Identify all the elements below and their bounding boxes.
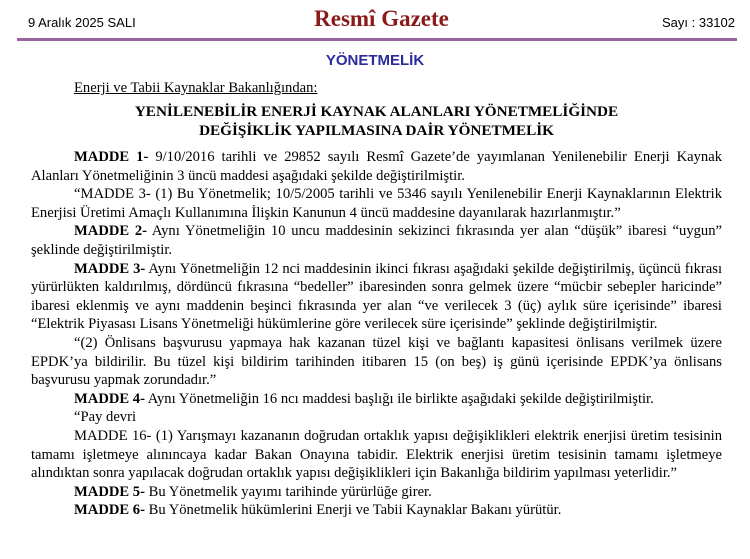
paragraph-madde-4-lead: MADDE 4- bbox=[74, 390, 145, 407]
ministry-line-text: Enerji ve Tabii Kaynaklar Bakanlığından: bbox=[74, 80, 318, 96]
document-title bbox=[31, 102, 722, 140]
paragraph-pay-devri-text: “Pay devri bbox=[74, 409, 137, 426]
paragraph-quoted-fikra-2-text: “(2) Önlisans başvurusu yapmaya hak kazanan tüzel kişi ve bağlantı kapasitesi önlisans verilmek üzere EPDK’ya bildirilir. Bu tüzel kişi bildirim tarihinden itibaren 15 (on beş) iş günü içerisinde EPDK’ya önlisans başvurusu yapmak zorundadır.” bbox=[31, 334, 722, 389]
issue-number: Sayı : 33102 bbox=[662, 15, 735, 30]
ministry-line bbox=[31, 79, 722, 98]
paragraph-pay-devri bbox=[31, 408, 722, 427]
paragraph-madde-2-text: Aynı Yönetmeliğin 10 uncu maddesinin sekizinci fıkrasında yer alan “düşük” ibaresi “uygun” şeklinde değiştirilmiştir. bbox=[31, 223, 722, 258]
paragraph-madde-1-text: 9/10/2016 tarihli ve 29852 sayılı Resmî Gazete’de yayımlanan Yenilenebilir Enerji Kaynak Alanları Yönetmeliğinin 3 üncü maddesi aşağıdaki şekilde değiştirilmiştir. bbox=[31, 149, 722, 184]
paragraph-madde-6-text: Bu Yönetmelik hükümlerini Enerji ve Tabii Kaynaklar Bakanı yürütür. bbox=[144, 502, 562, 519]
document-body bbox=[31, 79, 722, 520]
paragraph-madde-4 bbox=[31, 390, 722, 409]
paragraph-madde-3 bbox=[31, 260, 722, 334]
paragraph-madde-5-lead: MADDE 5- bbox=[74, 483, 145, 500]
paragraph-list bbox=[31, 148, 722, 520]
document-title-line2: DEĞİŞİKLİK YAPILMASINA DAİR YÖNETMELİK bbox=[199, 122, 554, 139]
paragraph-madde-2-lead: MADDE 2- bbox=[74, 223, 148, 240]
paragraph-madde-5-text: Bu Yönetmelik yayımı tarihinde yürürlüğe girer. bbox=[144, 483, 432, 500]
paragraph-quoted-madde-3-text: “MADDE 3- (1) Bu Yönetmelik; 10/5/2005 tarihli ve 5346 sayılı Yenilenebilir Enerji Kaynaklarının Elektrik Enerjisi Üretimi Amaçlı Kullanımına İlişkin Kanunun 4 üncü maddesine dayanılarak hazırlanmıştır.” bbox=[31, 186, 722, 221]
paragraph-madde-2 bbox=[31, 222, 722, 259]
paragraph-madde-5 bbox=[31, 483, 722, 502]
paragraph-madde-1-lead: MADDE 1- bbox=[74, 149, 149, 165]
paragraph-madde-16-text: MADDE 16- (1) Yarışmayı kazananın doğrudan ortaklık yapısı değişiklikleri elektrik enerjisi üretim tesisinin tamamı işletmeye alınıncaya kadar Bakan Onayına tabidir. Elektrik enerjisi üretim tesisinin tamamı işletmeye alındıktan sonra yapılacak doğrudan ortaklık yapısı değişiklikleri için Bakanlığa bildirim yapılması yeterlidir.” bbox=[31, 427, 722, 482]
header-divider bbox=[17, 38, 737, 41]
paragraph-madde-16 bbox=[31, 427, 722, 483]
paragraph-quoted-madde-3 bbox=[31, 185, 722, 222]
paragraph-madde-4-text: Aynı Yönetmeliğin 16 ncı maddesi başlığı ile birlikte aşağıdaki şekilde değiştirilmiştir. bbox=[144, 390, 654, 407]
paragraph-madde-3-text: Aynı Yönetmeliğin 12 nci maddesinin ikinci fıkrası aşağıdaki şekilde değiştirilmiş, üçüncü fıkrası yürürlükten kaldırılmış, dördüncü fıkrasına “bedeller” ibaresinden sonra gelmek üzere “mücbir sebepler haricinde” ibaresi eklenmiş ve aynı maddenin beşinci fıkrasında yer alan “ve verilecek 3 (üç) aylık süre içerisinde” ibaresi “Elektrik Piyasası Lisans Yönetmeliği hükümlerine göre verilecek süre içerisinde” şeklinde değiştirilmiştir. bbox=[31, 260, 722, 333]
paragraph-madde-6 bbox=[31, 501, 722, 520]
paragraph-madde-6-lead: MADDE 6- bbox=[74, 502, 145, 519]
paragraph-madde-3-lead: MADDE 3- bbox=[74, 260, 146, 277]
gazette-header bbox=[0, 0, 750, 31]
paragraph-quoted-fikra-2 bbox=[31, 334, 722, 390]
masthead-title: Resmî Gazete bbox=[314, 6, 449, 31]
section-heading: YÖNETMELİK bbox=[325, 52, 425, 69]
paragraph-madde-1 bbox=[31, 148, 722, 185]
issue-date: 9 Aralık 2025 SALI bbox=[28, 15, 136, 30]
document-title-line1: YENİLENEBİLİR ENERJİ KAYNAK ALANLARI YÖNETMELİĞİNDE bbox=[134, 103, 619, 120]
